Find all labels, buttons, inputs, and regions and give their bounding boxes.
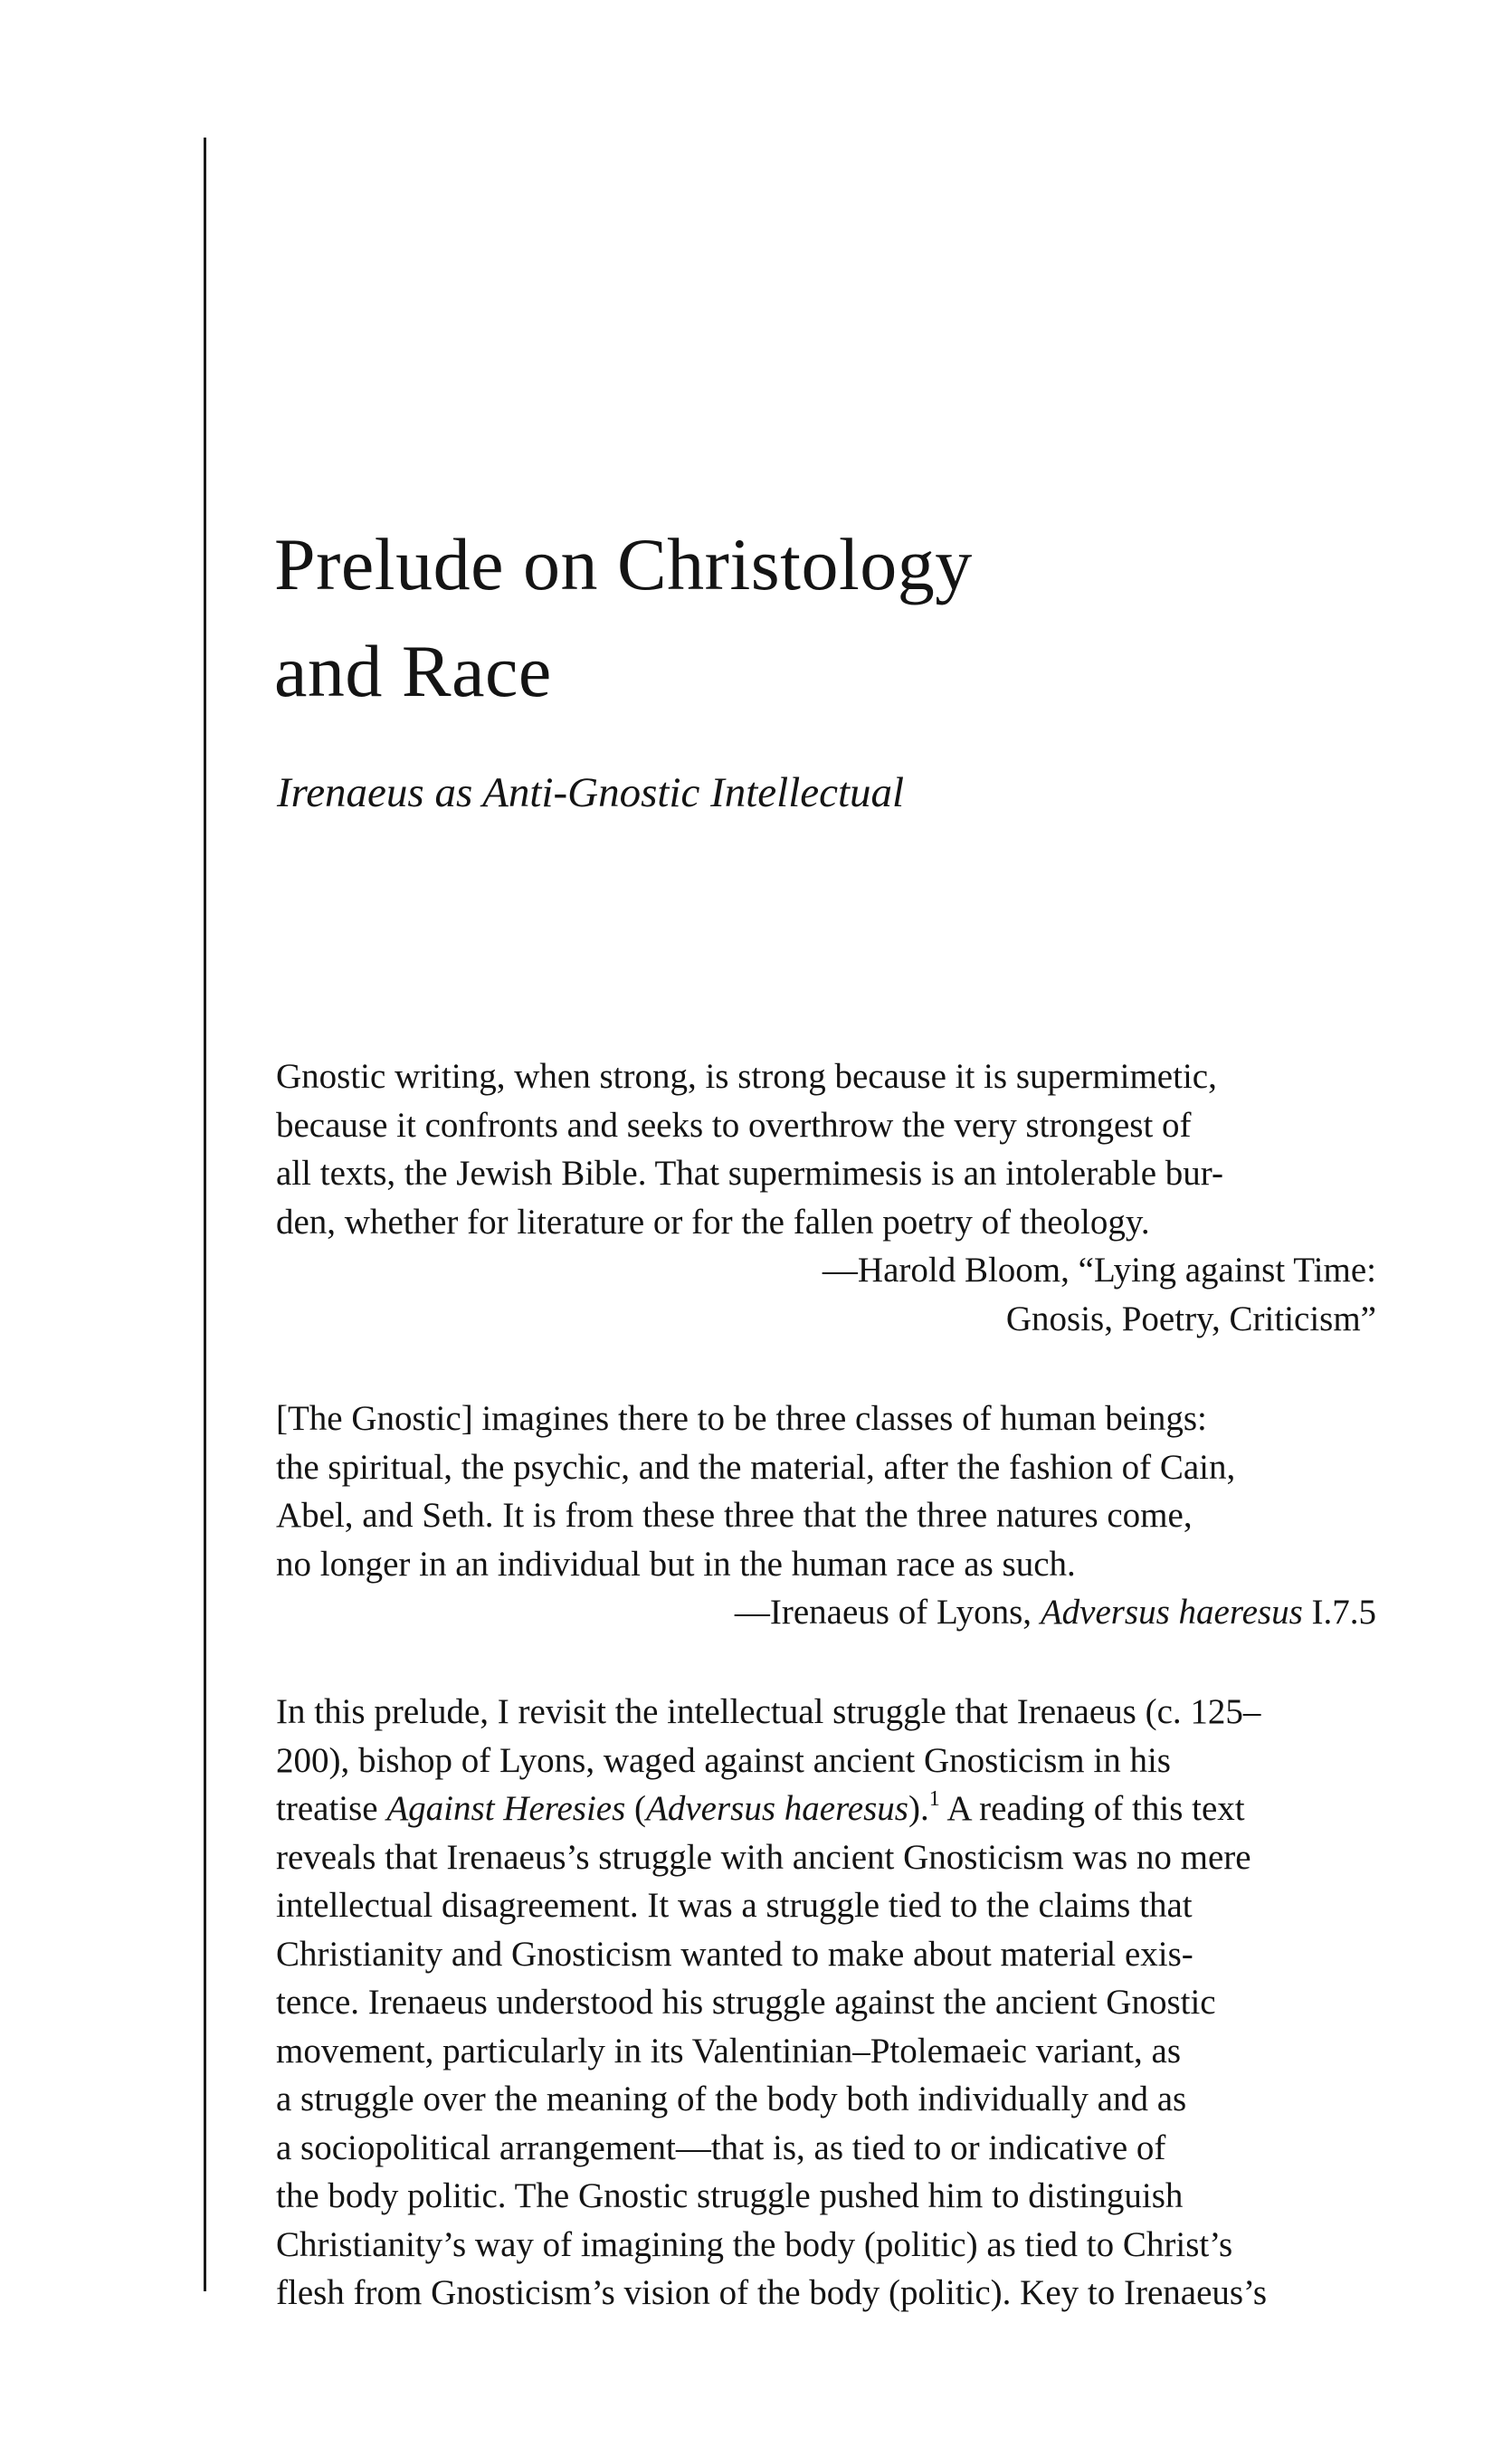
attribution-author: —Irenaeus of Lyons, — [734, 1593, 1041, 1632]
attribution-citation: I.7.5 — [1302, 1593, 1376, 1632]
epigraph-line: all texts, the Jewish Bible. That supermimesis is an intolerable bur- — [276, 1154, 1223, 1193]
body-line: flesh from Gnosticism’s vision of the body (politic). Key to Irenaeus’s — [276, 2273, 1268, 2312]
epigraph-line: because it confronts and seeks to overthrow the very strongest of — [276, 1105, 1192, 1145]
epigraph-attribution-line-2: Gnosis, Poetry, Criticism” — [1005, 1299, 1376, 1338]
epigraph-attribution-line-1: —Harold Bloom, “Lying against Time: — [822, 1251, 1376, 1290]
body-line: tence. Irenaeus understood his struggle against the ancient Gnostic — [276, 1983, 1216, 2022]
body-line: the body politic. The Gnostic struggle pushed him to distinguish — [276, 2176, 1184, 2215]
work-title-english: Against Heresies — [386, 1789, 626, 1828]
text-run: treatise — [276, 1789, 387, 1828]
body-line: intellectual disagreement. It was a struggle tied to the claims that — [276, 1886, 1193, 1925]
work-title-latin: Adversus haeresus — [646, 1789, 908, 1828]
body-line: a sociopolitical arrangement—that is, as tied to or indicative of — [276, 2128, 1166, 2167]
body-line-with-footnote — [276, 1785, 1398, 1833]
body-line: Christianity and Gnosticism wanted to make about material exis- — [276, 1934, 1193, 1974]
body-line: movement, particularly in its Valentinian–Ptolemaeic variant, as — [276, 2031, 1182, 2070]
attribution-work-title: Adversus haeresus — [1040, 1593, 1303, 1632]
epigraph-attribution — [276, 1588, 1380, 1637]
text-run: ). — [908, 1789, 929, 1828]
epigraph-line: the spiritual, the psychic, and the material, after the fashion of Cain, — [276, 1447, 1236, 1487]
chapter-title-line-2: and Race — [274, 630, 552, 712]
body-line: 200), bishop of Lyons, waged against ancient Gnosticism in his — [276, 1740, 1171, 1780]
chapter-title — [274, 511, 973, 725]
body-line: In this prelude, I revisit the intellectual struggle that Irenaeus (c. 125– — [276, 1692, 1261, 1731]
epigraph-irenaeus — [276, 1395, 1380, 1637]
epigraph-line: Gnostic writing, when strong, is strong because it is supermimetic, — [276, 1057, 1217, 1096]
margin-rule — [204, 138, 206, 2291]
text-run: ( — [625, 1789, 647, 1828]
chapter-subtitle: Irenaeus as Anti-Gnostic Intellectual — [277, 769, 905, 816]
epigraph-line: Abel, and Seth. It is from these three that the three natures come, — [276, 1496, 1193, 1535]
epigraph-line: den, whether for literature or for the fallen poetry of theology. — [276, 1202, 1150, 1242]
epigraph-bloom — [276, 1052, 1380, 1343]
epigraph-line: no longer in an individual but in the human race as such. — [276, 1544, 1076, 1584]
body-line: reveals that Irenaeus’s struggle with ancient Gnosticism was no mere — [276, 1837, 1251, 1877]
body-paragraph — [276, 1688, 1398, 2318]
body-line: a struggle over the meaning of the body both individually and as — [276, 2080, 1187, 2118]
body-line: Christianity’s way of imagining the body (politic) as tied to Christ’s — [276, 2224, 1233, 2264]
epigraph-line: [The Gnostic] imagines there to be three classes of human beings: — [276, 1399, 1207, 1438]
text-run: A reading of this text — [939, 1789, 1245, 1828]
footnote-marker[interactable]: 1 — [928, 1787, 940, 1811]
chapter-title-line-1: Prelude on Christology — [274, 523, 973, 605]
